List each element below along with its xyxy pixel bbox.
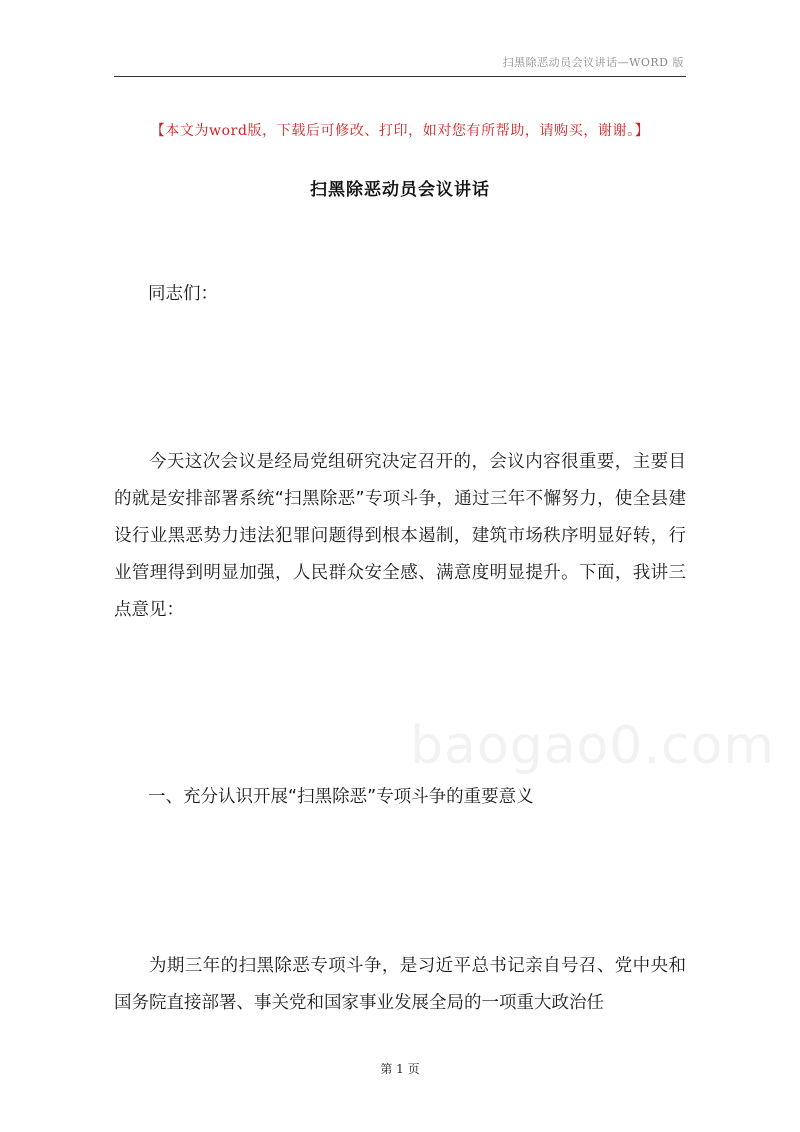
running-header: 扫黑除恶动员会议讲话—WORD 版: [502, 56, 684, 69]
purchase-notice: 【本文为word版，下载后可修改、打印，如对您有所帮助，请购买，谢谢。】: [150, 123, 650, 139]
watermark: baogao0.com: [410, 716, 776, 776]
header-divider: [114, 76, 686, 77]
salutation: 同志们：: [148, 284, 218, 304]
section-heading: 一、充分认识开展“扫黑除恶”专项斗争的重要意义: [148, 787, 534, 807]
page-number: 第 1 页: [380, 1062, 420, 1076]
paragraph-intro: 今天这次会议是经局党组研究决定召开的，会议内容很重要，主要目的就是安排部署系统“扫黑除恶”专项斗争，通过三年不懈努力，使全县建设行业黑恶势力违法犯罪问题得到根本遏制，建筑市场秩序明显好转，行业管理得到明显加强，人民群众安全感、满意度明显提升。下面，我讲三点意见：: [114, 452, 686, 620]
paragraph-section-one: 为期三年的扫黑除恶专项斗争，是习近平总书记亲自号召、党中央和国务院直接部署、事关党和国家事业发展全局的一项重大政治任: [114, 956, 686, 1013]
document-title: 扫黑除恶动员会议讲话: [310, 180, 490, 200]
